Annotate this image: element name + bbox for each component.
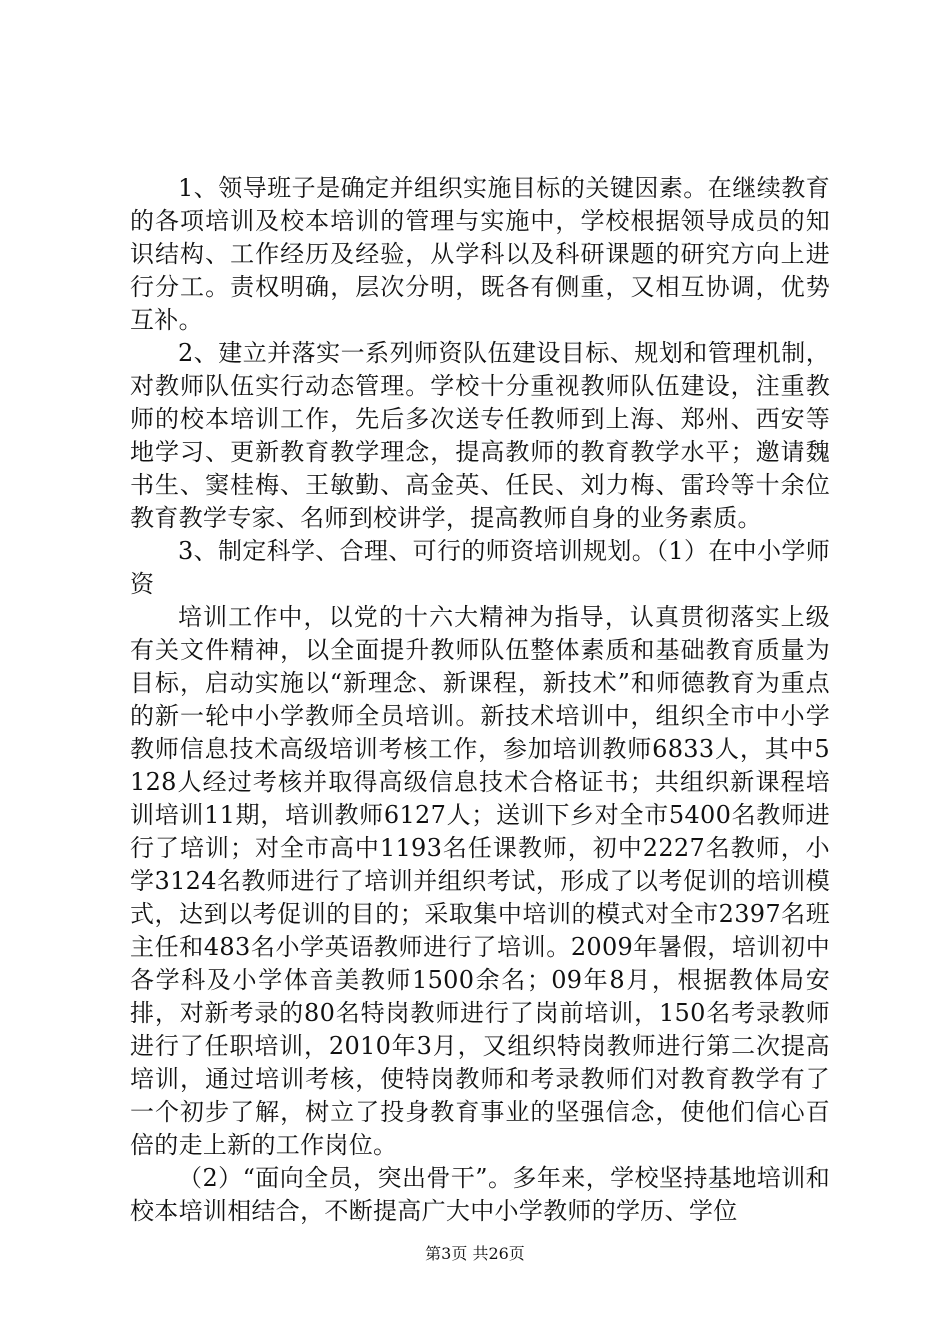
paragraph-leadership: 1、领导班子是确定并组织实施目标的关键因素。在继续教育的各项培训及校本培训的管理与实施中，学校根据领导成员的知识结构、工作经历及经验，从学科以及科研课题的研究方向上进行分工。责权明确，层次分明，既各有侧重，又相互协调，优势互补。 bbox=[130, 174, 830, 334]
paragraph-training-plan: 3、制定科学、合理、可行的师资培训规划。（1）在中小学师资 bbox=[130, 537, 830, 598]
paragraph-all-staff: （2）“面向全员，突出骨干”。多年来，学校坚持基地培训和校本培训相结合，不断提高广大中小学教师的学历、学位 bbox=[130, 1164, 830, 1225]
paragraph-teacher-team: 2、建立并落实一系列师资队伍建设目标、规划和管理机制，对教师队伍实行动态管理。学校十分重视教师队伍建设，注重教师的校本培训工作，先后多次送专任教师到上海、郑州、西安等地学习、更新教育教学理念，提高教师的教育教学水平；邀请魏书生、窦桂梅、王敏勤、高金英、任民、刘力梅、雷玲等十余位教育教学专家、名师到校讲学，提高教师自身的业务素质。 bbox=[130, 339, 830, 532]
paragraph-training-work: 培训工作中，以党的十六大精神为指导，认真贯彻落实上级有关文件精神，以全面提升教师队伍整体素质和基础教育质量为目标，启动实施以“新理念、新课程，新技术”和师德教育为重点的新一轮中小学教师全员培训。新技术培训中，组织全市中小学教师信息技术高级培训考核工作，参加培训教师6833人，其中5128人经过考核并取得高级信息技术合格证书；共组织新课程培训培训11期，培训教师6127人；送训下乡对全市5400名教师进行了培训；对全市高中1193名任课教师，初中2227名教师，小学3124名教师进行了培训并组织考试，形成了以考促训的培训模式，达到以考促训的目的；采取集中培训的模式对全市2397名班主任和483名小学英语教师进行了培训。2009年暑假，培训初中各学科及小学体音美教师1500余名；09年8月，根据教体局安排，对新考录的80名特岗教师进行了岗前培训，150名考录教师进行了任职培训，2010年3月，又组织特岗教师进行第二次提高培训，通过培训考核，使特岗教师和考录教师们对教育教学有了一个初步了解，树立了投身教育事业的坚强信念，使他们信心百倍的走上新的工作岗位。 bbox=[130, 603, 830, 1159]
document-body bbox=[130, 172, 830, 1228]
page-number: 第3页 共26页 bbox=[425, 1244, 525, 1263]
